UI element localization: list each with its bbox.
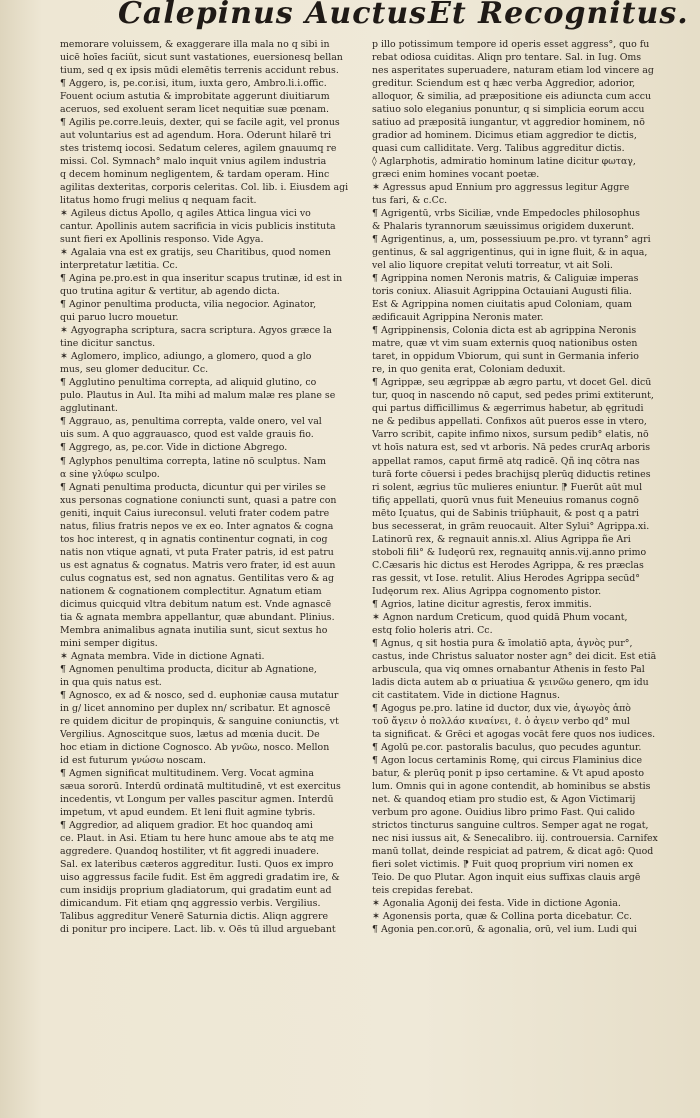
text-line: nes asperitates superuadere, naturam etiam lod vincere ag — [372, 65, 654, 77]
text-line: mēto Içuatus, qui de Sabinis triūphauit, & post q a patri — [372, 507, 639, 519]
text-line: ¶ Agonia pen.cor.orū, & agonalia, orū, vel ium. Ludi qui — [372, 924, 637, 936]
text-line: Talibus aggreditur Venerē Saturnia dictis. Aliqn aggrere — [60, 911, 329, 923]
text-line: aggredere. Quandoq hostiliter, vt fit aggredi inuadere. — [60, 845, 319, 857]
text-line: impetum, vt apud eundem. Et leni fluit agmine tybris. — [60, 806, 316, 818]
text-line: teis crepidas ferebat. — [372, 885, 474, 897]
text-line: ✶ Agonensis porta, quæ & Collina porta dicebatur. Cc. — [372, 911, 632, 923]
text-line: agilitas dexteritas, corporis celeritas. Col. lib. i. Eiusdem agi — [60, 182, 349, 194]
text-line: cantur. Apollinis autem sacrificia in vicis publicis instituta — [60, 221, 336, 233]
text-line: uiso aggressus facile fudit. Est ēm aggredi gradatim ire, & — [60, 872, 340, 883]
left-column — [60, 38, 358, 1098]
text-line: hoc etiam in dictione Cognosco. Ab γνῶω, nosco. Mellon — [60, 741, 330, 753]
text-line: net. & quandoq etiam pro studio est, & Agon Victimarij — [372, 793, 636, 805]
text-line: ras gessit, vt Iose. retulit. Alius Herodes Agrippa secūd° — [372, 572, 640, 584]
running-head — [0, 0, 700, 30]
text-line: uis sum. A quo aggrauasco, quod est valde grauis fio. — [60, 429, 314, 441]
text-line: rebat odiosa cuiditas. Aliqn pro tentare. Sal. in Iug. Oms — [372, 52, 642, 64]
text-line: aut voluntarius est ad agendum. Hora. Oderunt hilarē tri — [60, 130, 332, 142]
text-line: ta significat. & Grēci et agogas vocāt fere quos nos iudices. — [372, 728, 656, 740]
text-line: us est agnatus & cognatus. Matris vero frater, id est auun — [60, 559, 336, 571]
text-line: τοῦ ἄγειν ὁ πολλάσ κιναίνει, ℓ. ὁ ἀγειν verbo qd° mul — [372, 715, 630, 727]
right-column — [372, 38, 670, 1098]
text-line: ¶ Aggrauo, as, penultima correpta, valde onero, vel val — [60, 416, 322, 428]
text-line: ¶ Agnus, q sit hostia pura & īmolatiō apta, ἁγνὸς pur°, — [372, 637, 633, 649]
text-line: ladis dicta autem ab α priuatiua & γεινῶω genero, qm idu — [372, 676, 649, 688]
text-line: ✶ Agressus apud Ennium pro aggressus legitur Aggre — [372, 182, 630, 194]
text-line: stoboli fili° & Iudęorū rex, regnauitq annis.vij.anno primo — [372, 546, 647, 558]
text-line: strictos tincturus sanguine cultros. Semper agat ne rogat, — [372, 819, 649, 831]
text-line: ¶ Agmen significat multitudinem. Verg. Vocat agmina — [60, 767, 314, 779]
text-line: gentinus, & sal aggrigentinus, qui in igne fluit, & in aqua, — [372, 247, 648, 259]
text-line: ¶ Agrigentū, vrbs Siciliæ, vnde Empedocles philosophus — [372, 208, 640, 220]
text-line: Iudęorum rex. Alius Agrippa cognomento pistor. — [372, 585, 602, 597]
text-line: qui paruo lucro mouetur. — [60, 312, 179, 324]
text-line: ri solent, ægrius tūc mulieres eniuntur. ⁋ Fuerūt aūt mul — [372, 481, 643, 493]
text-line: græci enim homines vocant poetæ. — [372, 169, 540, 181]
text-line: Vergilius. Agnoscitque suos, lætus ad mœnia ducit. De — [60, 728, 320, 740]
text-line: ¶ Agon locus certaminis Romę, qui circus Flaminius dice — [372, 754, 643, 766]
text-line: alloquor, & similia, ad præpositione eis adiuncta cum accu — [372, 91, 652, 103]
text-line: quo trutina agitur & vertitur, ab agendo dicta. — [60, 286, 280, 298]
text-line: Membra animalibus agnata inutilia sunt, sicut sextus ho — [60, 624, 328, 636]
text-line: Teio. De quo Plutar. Agon inquit eius suffixas clauis argē — [372, 872, 641, 883]
text-line: pulo. Plautus in Aul. Ita mihi ad malum malæ res plane se — [60, 390, 336, 402]
text-line: qui partus difficillimus & ægerrimus habetur, ab ęgritudi — [372, 403, 644, 415]
text-line: ¶ Aggredior, ad aliquem gradior. Et hoc quandoq ami — [60, 819, 313, 831]
text-line: ¶ Agglutino penultima correpta, ad aliquid glutino, co — [60, 377, 317, 389]
text-line: satiuo ad præpositā iungantur, vt aggredior hominem, nō — [372, 117, 645, 129]
text-line: taret, in oppidum Vbiorum, qui sunt in Germania inferio — [372, 351, 639, 363]
text-line: α sine γλύφω sculpo. — [60, 468, 160, 480]
text-line: bus secesserat, in grām reuocauit. Alter Sylui° Agrippa.xi. — [372, 520, 650, 532]
text-line: estq folio holeris atri. Cc. — [372, 624, 493, 636]
text-line: p illo potissimum tempore id operis esset aggress°, quo fu — [372, 39, 650, 50]
text-line: turā forte cōuersi i pedes brachijsq plerūq diductis retines — [372, 468, 651, 480]
text-line: tine dicitur sanctus. — [60, 338, 156, 350]
text-line: C.Cæsaris hic dictus est Herodes Agrippa, & res præclas — [372, 559, 644, 571]
text-line: batur, & plerūq ponit p ipso certamine. & Vt apud aposto — [372, 767, 645, 779]
text-line: Varro scribit, capite infimo nixos, sursum pedib° elatis, nō — [372, 429, 649, 441]
text-line: manū tollat, deinde respiciat ad patrem, & dicat agō: Quod — [372, 845, 654, 857]
text-line: vt hoīs natura est, sed vt arboris. Nā pedes crurAq arboris — [372, 442, 651, 454]
text-line: memorare voluissem, & exaggerare illa mala no q sibi in — [60, 39, 330, 50]
text-line: incedentis, vt Longum per valles pascitur agmen. Interdū — [60, 793, 334, 805]
text-line: in qua quis natus est. — [60, 676, 162, 688]
text-line: Est & Agrippina nomen ciuitatis apud Coloniam, quam — [372, 299, 632, 311]
text-line: ✶ Agalaia vna est ex gratijs, seu Charitibus, quod nomen — [60, 247, 331, 259]
text-line: cum insidijs proprium gladiatorum, qui gradatim eunt ad — [60, 885, 332, 897]
text-line: dicimus quicquid vltra debitum natum est. Vnde agnascē — [60, 598, 332, 610]
text-line: ne & pedibus appellati. Confixos aūt pueros esse in vtero, — [372, 416, 647, 428]
text-line: ¶ Agolū pe.cor. pastoralis baculus, quo pecudes aguntur. — [372, 741, 642, 753]
text-line: greditur. Sciendum est q hæc verba Aggredior, adorior, — [372, 78, 636, 90]
text-line: agglutinant. — [60, 403, 118, 415]
text-line: Latinorū rex, & regnauit annis.xl. Alius Agrippa ñe Ari — [372, 533, 631, 545]
text-line: aceruos, sed exoluent seram licet nequitiæ suæ pœnam. — [60, 104, 329, 116]
text-line: quasi cum calliditate. Verg. Talibus aggreditur dictis. — [372, 143, 625, 155]
text-line: mus, seu glomer deducitur. Cc. — [60, 364, 209, 376]
text-line: interpretatur lætitia. Cc. — [60, 260, 178, 272]
text-line: in g/ licet annomino per duplex nn/ scribatur. Et agnoscē — [60, 702, 331, 714]
text-line: toris coniux. Aliasuit Agrippina Octauiani Augusti filia. — [372, 286, 632, 298]
running-head-right: Et Recognitus. — [428, 0, 689, 31]
text-line: tifiç appellati, quorū vnus fuit Meneuius romanus cognō — [372, 494, 639, 506]
text-line: natis non vtique agnati, vt puta Frater patris, id est patru — [60, 546, 334, 558]
text-line: ¶ Agrigentinus, a, um, possessiuum pe.pro. vt tyrann° agri — [372, 234, 651, 246]
text-line: tur, quoq in nascendo nō caput, sed pedes primi extiterunt, — [372, 390, 654, 402]
text-line: vel alio liquore crepitat veluti torreatur, vt ait Soli. — [372, 260, 613, 272]
text-line: ¶ Agnosco, ex ad & nosco, sed d. euphoniæ causa mutatur — [60, 689, 339, 701]
text-line: satiuo solo eleganius ponuntur, q si simplicia eorum accu — [372, 104, 645, 116]
text-line: tium, sed q ex ipsis mūdi elemētis terrenis accidunt rebus. — [60, 65, 339, 77]
text-line: fieri solet victimis. ⁋ Fuit quoq proprium viri nomen ex — [372, 858, 634, 870]
text-line: matre, quæ vt vim suam externis quoq nationibus osten — [372, 338, 638, 350]
text-line: ✶ Aglomero, implico, adiungo, a glomero, quod a glo — [60, 351, 312, 363]
text-line: dimicandum. Fit etiam qnq aggressio verbis. Vergilius. — [60, 898, 321, 910]
text-line: ¶ Aginor penultima producta, vilia negocior. Aginator, — [60, 299, 317, 311]
text-line: uicē hoīes faciūt, sicut sunt vastationes, euersionesq bellan — [60, 52, 343, 64]
text-line: ¶ Aglyphos penultima correpta, latine nō sculptus. Nam — [60, 455, 326, 467]
text-line: castus, inde Christus saluator noster agn° dei dicit. Est etiā — [372, 650, 657, 662]
text-line: ¶ Agrippinensis, Colonia dicta est ab agrippina Neronis — [372, 325, 637, 337]
text-line: mini semper digitus. — [60, 637, 158, 649]
text-line: nec nisi iussus ait, & Senecalibro. iij. controuersia. Carnifex — [372, 832, 658, 844]
text-line: ¶ Agrippæ, seu ægrippæ ab ægro partu, vt docet Gel. dicū — [372, 377, 652, 389]
text-line: missi. Col. Symnach° malo inquit vnius agilem industria — [60, 156, 327, 168]
text-line: Sal. ex lateribus cæteros aggreditur. Iusti. Quos ex impro — [60, 858, 334, 870]
running-head-left: Calepinus Auctus — [118, 0, 428, 31]
text-line: ¶ Aggero, is, pe.cor.isi, itum, iuxta gero, Ambro.li.i.offic. — [60, 78, 327, 90]
text-line: ¶ Agnomen penultima producta, dicitur ab Agnatione, — [60, 663, 317, 675]
text-line: verbum pro agone. Ouidius libro primo Fast. Qui calido — [372, 806, 635, 818]
text-line: tia & agnata membra appellantur, quæ abundant. Plinius. — [60, 611, 335, 623]
text-line: ◊ Aglarphotis, admiratio hominum latine dicitur φωταγ, — [372, 156, 636, 168]
text-line: stes tristemq iocosi. Sedatum celeres, agilem gnauumq re — [60, 143, 337, 155]
text-line: lum. Omnis qui in agone contendit, ab hominibus se abstis — [372, 780, 651, 792]
text-line: litatus homo frugi melius q nequam facit. — [60, 195, 257, 207]
text-line: ✶ Agileus dictus Apollo, q agiles Attica lingua vici vo — [60, 208, 311, 220]
text-line: cit castitatem. Vide in dictione Hagnus. — [372, 689, 560, 701]
text-line: nationem & cognationem complectitur. Agnatum etiam — [60, 585, 322, 597]
text-line: ¶ Agrippina nomen Neronis matris, & Caliguiæ imperas — [372, 273, 639, 285]
text-line: ¶ Agnati penultima producta, dicuntur qui per viriles se — [60, 481, 326, 493]
text-line: sæua sororū. Interdū ordinatā multitudinē, vt est exercitus — [60, 780, 341, 792]
text-line: q decem hominum negligentem, & tardam operam. Hinc — [60, 169, 330, 181]
text-line: & Phalaris tyrannorum sæuissimus origidem duxerunt. — [372, 221, 635, 233]
text-line: re quidem dicitur de propinquis, & sanguine coniunctis, vt — [60, 715, 339, 727]
text-line: ce. Plaut. in Asi. Etiam tu here hunc amoue abs te atq me — [60, 832, 334, 844]
text-line: ædificauit Agrippina Neronis mater. — [372, 312, 544, 324]
text-line: geniti, inquit Caius iureconsul. veluti frater codem patre — [60, 507, 330, 519]
text-line: natus, filius fratris nepos ve ex eo. Inter agnatos & cogna — [60, 520, 334, 532]
text-line: ¶ Agina pe.pro.est in qua inseritur scapus trutinæ, id est in — [60, 273, 343, 285]
text-line: ✶ Agyographa scriptura, sacra scriptura. Agyos græce la — [60, 325, 332, 337]
text-line: ¶ Aggrego, as, pe.cor. Vide in dictione Abgrego. — [60, 442, 288, 454]
text-line: sunt fieri ex Apollinis responso. Vide Agya. — [60, 234, 264, 246]
text-line: ✶ Agnata membra. Vide in dictione Agnati. — [60, 650, 265, 662]
text-line: tus fari, & c.Cc. — [372, 195, 448, 207]
text-line: ¶ Agogus pe.pro. latine id ductor, dux vie, ἀγωγὸς ἀπὸ — [372, 702, 631, 714]
text-line: xus personas cognatione coniuncti sunt, quasi a patre con — [60, 494, 337, 506]
text-line: di ponitur pro incipere. Lact. lib. v. Oēs tū illud arguebant — [60, 924, 336, 936]
text-line: ✶ Agonalia Agonij dei festa. Vide in dictione Agonia. — [372, 898, 621, 910]
text-line: ¶ Agilis pe.corre.leuis, dexter, qui se facile agit, vel pronus — [60, 117, 340, 129]
text-line: id est futurum γνώσω noscam. — [60, 754, 206, 766]
text-line: Fouent ocium astutia & improbitate aggerunt diuitiarum — [60, 91, 330, 103]
text-line: culus cognatus est, sed non agnatus. Gentilitas vero & ag — [60, 572, 335, 584]
text-line: ✶ Agnon nardum Creticum, quod quidā Phum vocant, — [372, 611, 628, 623]
text-line: appellat ramos, caput firmē atq radicē. Qñ inq cōtra nas — [372, 455, 640, 467]
text-line: gradior ad hominem. Dicimus etiam aggredior te dictis, — [372, 130, 637, 142]
text-line: ¶ Agrios, latine dicitur agrestis, ferox immitis. — [372, 598, 592, 610]
text-line: re, in quo genita erat, Coloniam deduxit. — [372, 364, 566, 376]
text-line: tos hoc interest, q in agnatis continentur cognati, in cog — [60, 533, 328, 545]
text-line: arbuscula, qua viq omnes ornabantur Athenis in festo Pal — [372, 663, 645, 675]
